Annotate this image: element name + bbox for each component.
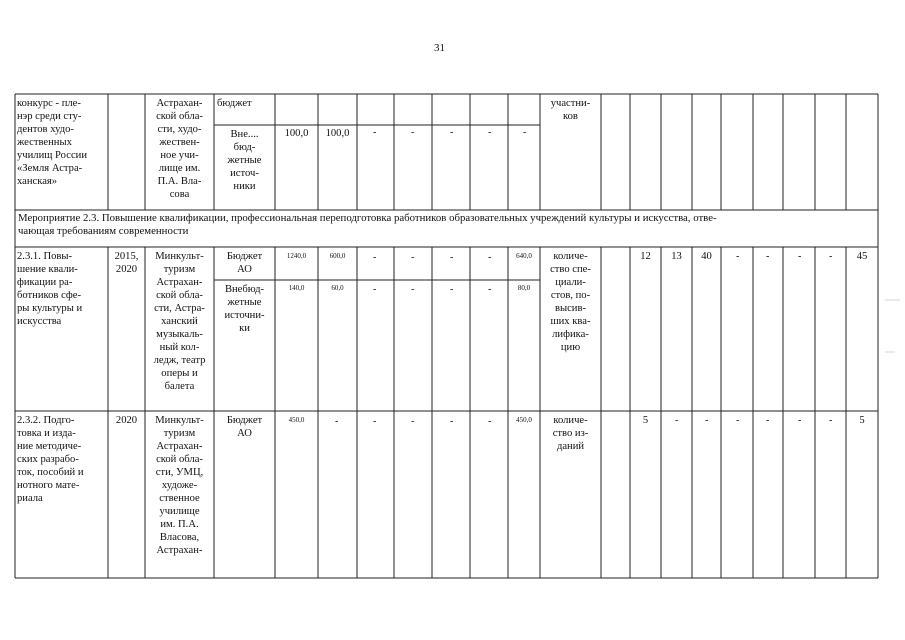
section-heading: Мероприятие 2.3. Повышение квалификации, профессиональная переподготовка работников образовательных учреждений культуры и искусства, отве- чающая требованиям современности bbox=[18, 212, 717, 237]
row1-extra-last: 80,0 bbox=[517, 284, 531, 292]
row2-dash: - bbox=[488, 416, 492, 427]
row1-dash: - bbox=[736, 251, 740, 262]
row1-dash: - bbox=[798, 251, 802, 262]
row1-extra-total: 140,0 bbox=[288, 284, 305, 292]
row2-budget-last: 450,0 bbox=[516, 416, 532, 424]
row1-dash: - bbox=[411, 284, 415, 295]
row2-dash: - bbox=[798, 415, 802, 426]
row2-dash: - bbox=[829, 415, 833, 426]
row2-dash: - bbox=[766, 415, 770, 426]
row2-budget-total: 450,0 bbox=[288, 416, 305, 424]
row1-target-3: 40 bbox=[701, 251, 712, 262]
row2-dash: - bbox=[373, 416, 377, 427]
row1-target-2: 13 bbox=[671, 251, 682, 262]
row1-source-budget: Бюджет АО bbox=[226, 251, 263, 275]
row1-executor-cell: Минкульт- туризм Астрахан- ской обла- сти, Астра- ханский музыкаль- ный кол- ледж, театр оперы и балета bbox=[153, 251, 206, 392]
row2-dash: - bbox=[411, 416, 415, 427]
row1-budget-last: 640,0 bbox=[516, 252, 532, 260]
row1-target-last: 45 bbox=[856, 251, 868, 262]
row1-dash: - bbox=[411, 252, 415, 263]
row1-dash: - bbox=[450, 284, 454, 295]
row1-dash: - bbox=[766, 251, 770, 262]
row2-source-budget: Бюджет АО bbox=[226, 415, 263, 439]
row2-dash: - bbox=[736, 415, 740, 426]
row1-years-cell: 2015, 2020 bbox=[114, 251, 139, 275]
row1-extra-year1: 60,0 bbox=[331, 284, 344, 292]
cont-dash: - bbox=[488, 127, 492, 138]
row1-source-extrabudget: Внебюд- жетные источни- ки bbox=[224, 284, 265, 334]
cont-event-cell: конкурс - пле- нэр среди сту- дентов худо- жественных училищ России «Земля Астра- ханская» bbox=[17, 98, 87, 187]
row1-budget-year1: 600,0 bbox=[329, 252, 346, 260]
row2-indicator-cell: количе- ство из- даний bbox=[552, 415, 589, 452]
row2-executor-cell: Минкульт- туризм Астрахан- ской обла- сти, УМЦ, художе- ственное училище им. П.А. Власова, Астрахан- bbox=[155, 415, 204, 556]
row2-dash: - bbox=[450, 416, 454, 427]
page-number: 31 bbox=[434, 42, 445, 54]
row1-dash: - bbox=[488, 252, 492, 263]
row1-indicator-cell: количе- ство спе- циали- стов, по- высив- ших ква- лифика- цию bbox=[550, 251, 591, 353]
row2-dash: - bbox=[675, 415, 679, 426]
row2-dash: - bbox=[705, 415, 709, 426]
row1-target-1: 12 bbox=[640, 251, 651, 262]
cont-executor-cell: Астрахан- ской обла- сти, худо- жествен- ное учи- лище им. П.А. Вла- сова bbox=[156, 98, 203, 200]
row1-dash: - bbox=[488, 284, 492, 295]
row2-dash: - bbox=[335, 416, 339, 427]
cont-year1-value: 100,0 bbox=[325, 128, 350, 139]
row1-dash: - bbox=[373, 284, 377, 295]
cont-dash: - bbox=[373, 127, 377, 138]
cont-indicator-cell: участни- ков bbox=[550, 98, 591, 122]
cont-dash: - bbox=[450, 127, 454, 138]
row1-dash: - bbox=[373, 252, 377, 263]
row1-event-cell: 2.3.1. Повы- шение квали- фикации ра- ботников сфе- ры культуры и искусства bbox=[17, 251, 83, 327]
row1-dash: - bbox=[450, 252, 454, 263]
cont-dash: - bbox=[411, 127, 415, 138]
cont-source-budget: бюджет bbox=[217, 98, 252, 109]
row1-dash: - bbox=[829, 251, 833, 262]
row2-years-cell: 2020 bbox=[115, 415, 138, 426]
row2-event-cell: 2.3.2. Подго- товка и изда- ние методиче- ских разрабо- ток, пособий и нотного мате- риала bbox=[17, 415, 84, 504]
row1-budget-total: 1240,0 bbox=[286, 252, 307, 260]
row2-target-1: 5 bbox=[642, 415, 649, 426]
row2-target-last: 5 bbox=[859, 415, 865, 426]
cont-total-value: 100,0 bbox=[284, 128, 309, 139]
cont-source-extrabudget: Вне.... бюд- жетные источ- ники bbox=[227, 129, 262, 192]
cont-dash: - bbox=[523, 127, 527, 138]
